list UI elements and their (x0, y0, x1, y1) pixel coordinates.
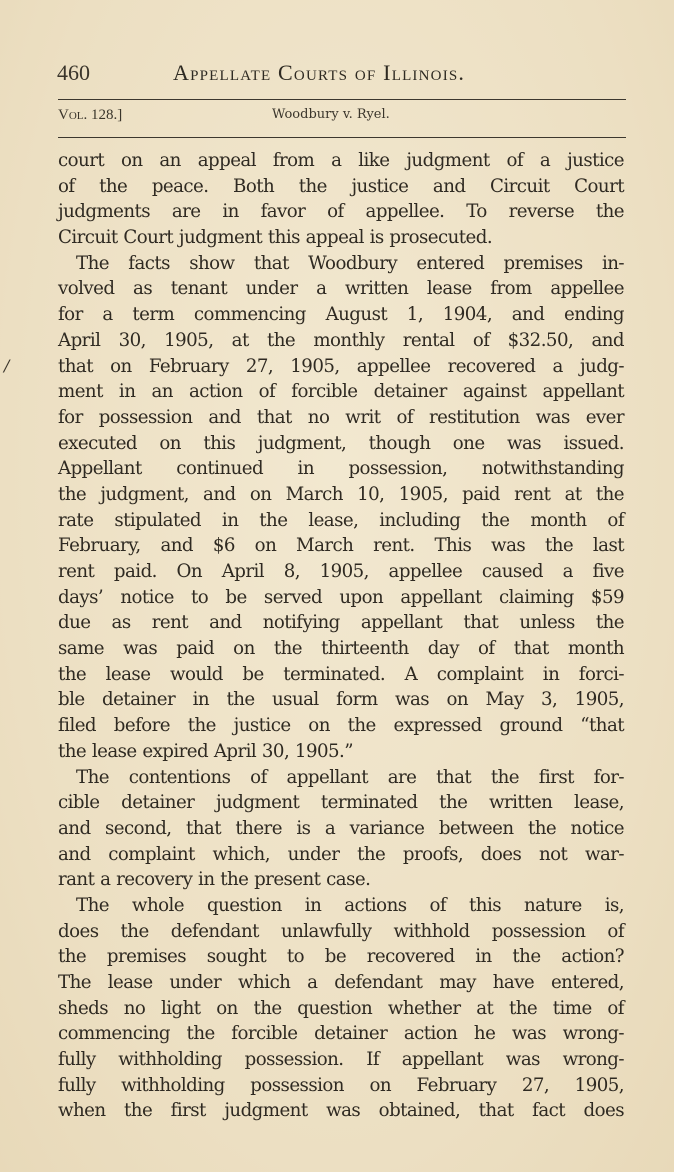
text-line: April 30, 1905, at the monthly rental of $32.50, and (58, 329, 624, 351)
page-number: 460 (57, 60, 90, 85)
text-line: volved as tenant under a written lease from appellee (58, 278, 624, 300)
text-line: sheds no light on the question whether at the time of (58, 997, 624, 1019)
text-line: ble detainer in the usual form was on May 3, 1905, (58, 689, 624, 711)
text-line: The facts show that Woodbury entered premises in- (76, 252, 624, 274)
text-line: Appellant continued in possession, notwithstanding (58, 458, 624, 480)
text-line: commencing the forcible detainer action he was wrong- (58, 1023, 624, 1045)
text-line: the lease would be terminated. A complaint in forci- (58, 663, 624, 685)
text-line: The contentions of appellant are that the first for- (76, 766, 624, 788)
text-line: The whole question in actions of this nature is, (76, 894, 624, 916)
text-line: when the first judgment was obtained, that fact does (58, 1100, 624, 1122)
text-line: The lease under which a defendant may have entered, (58, 972, 624, 993)
text-line: cible detainer judgment terminated the written lease, (58, 792, 624, 814)
running-head (57, 60, 627, 92)
text-line: executed on this judgment, though one was issued. (58, 432, 624, 454)
journal-title: Appellate Courts of Illinois. (173, 60, 466, 85)
header-rule-bottom (58, 137, 626, 138)
text-line: fully withholding possession on February 27, 1905, (58, 1074, 624, 1096)
text-line: the lease expired April 30, 1905.” (58, 740, 353, 762)
text-line: that on February 27, 1905, appellee recovered a judg- (58, 355, 624, 377)
volume-label: Vol. 128.] (58, 107, 123, 123)
text-line: same was paid on the thirteenth day of that month (58, 638, 624, 660)
text-line: rent paid. On April 8, 1905, appellee caused a five (58, 561, 624, 582)
text-line: the judgment, and on March 10, 1905, paid rent at the (58, 483, 624, 505)
text-line: rate stipulated in the lease, including the month of (58, 509, 624, 531)
margin-mark: / (4, 356, 10, 375)
text-line: does the defendant unlawfully withhold possession of (58, 920, 624, 942)
text-line: ment in an action of forcible detainer against appellant (58, 381, 624, 403)
text-line: the premises sought to be recovered in the action? (58, 946, 624, 968)
text-line: fully withholding possession. If appellant was wrong- (58, 1049, 624, 1071)
text-line: February, and $6 on March rent. This was the last (58, 535, 624, 557)
text-line: for possession and that no writ of restitution was ever (58, 406, 624, 428)
sub-head (58, 107, 626, 129)
text-line: and second, that there is a variance between the notice (58, 817, 624, 839)
text-line: judgments are in favor of appellee. To reverse the (58, 201, 624, 223)
text-line: filed before the justice on the expressed ground “that (58, 715, 624, 737)
text-line: for a term commencing August 1, 1904, and ending (58, 304, 624, 326)
case-name: Woodbury v. Ryel. (272, 107, 390, 122)
text-line: days’ notice to be served upon appellant claiming $59 (58, 586, 624, 608)
body-text (58, 148, 624, 1124)
text-line: due as rent and notifying appellant that unless the (58, 612, 624, 634)
text-line: of the peace. Both the justice and Circuit Court (58, 175, 624, 197)
header-rule-top (58, 99, 626, 100)
text-line: and complaint which, under the proofs, does not war- (58, 843, 624, 865)
text-line: Circuit Court judgment this appeal is prosecuted. (58, 227, 493, 249)
text-line: court on an appeal from a like judgment of a justice (58, 150, 624, 171)
text-line: rant a recovery in the present case. (58, 869, 371, 891)
